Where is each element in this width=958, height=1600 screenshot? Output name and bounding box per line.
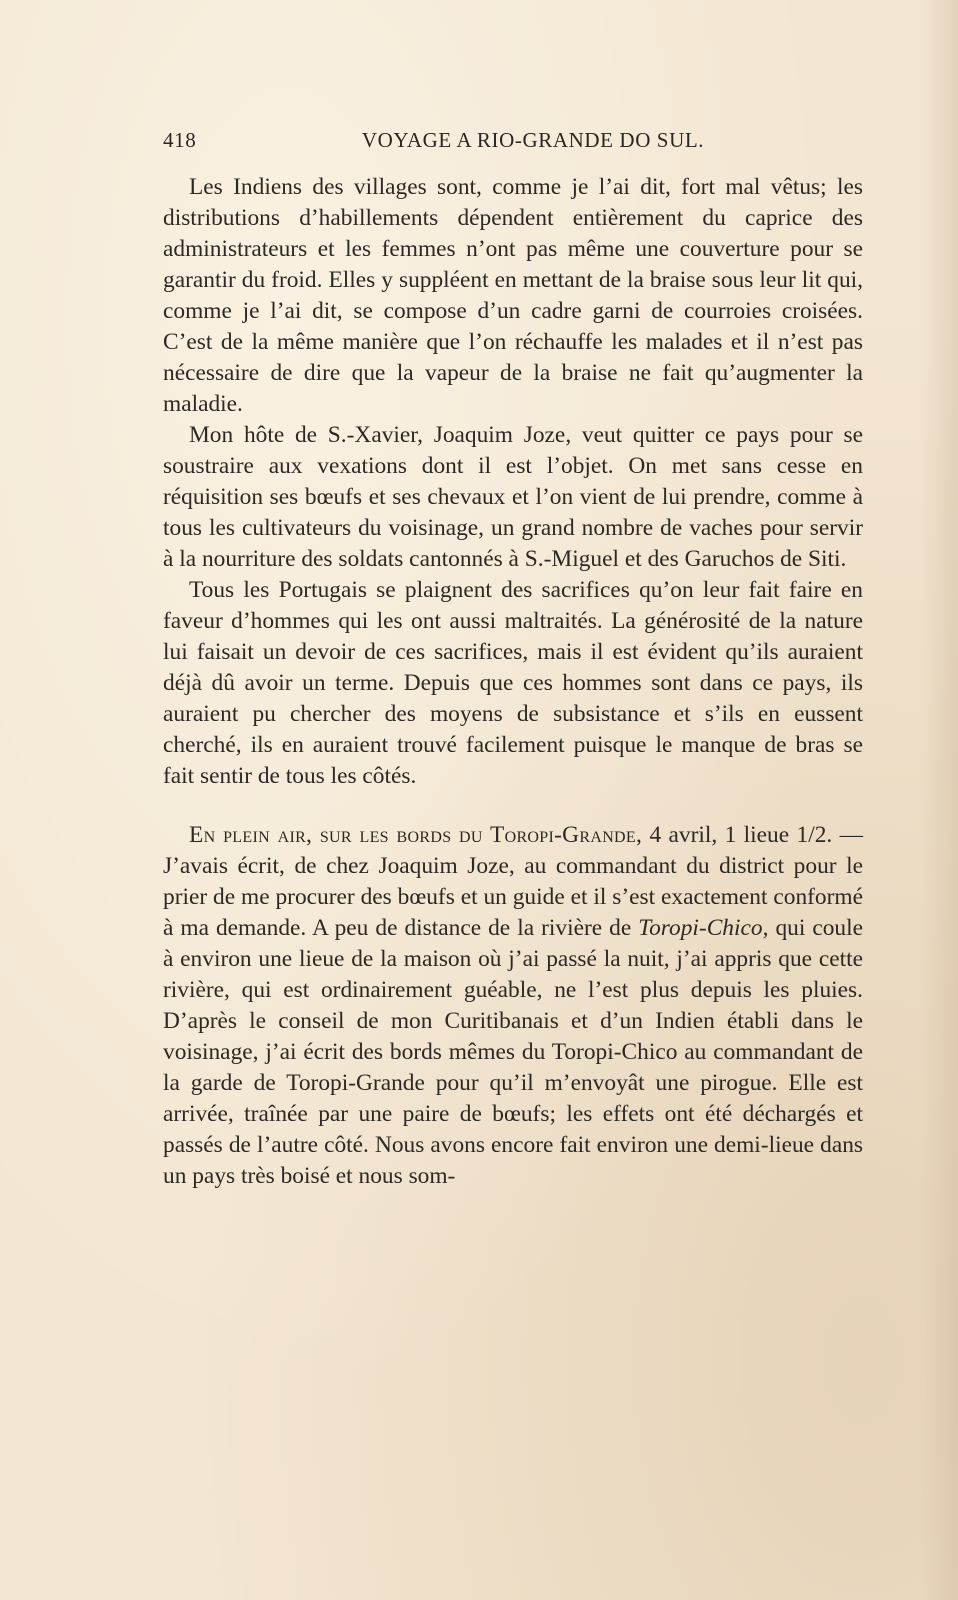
paragraph-1: Les Indiens des villages sont, comme je l’ai dit, fort mal vêtus; les distributions d’habillements dépendent entièrement du caprice des administrateurs et les femmes n’ont pas même une couverture pour se garantir du froid. Elles y suppléent en mettant de la braise sous leur lit qui, comme je l’ai dit, se compose d’un cadre garni de courroies croisées. C’est de la même manière que l’on réchauffe les malades et il n’est pas nécessaire de dire que la vapeur de la braise ne fait qu’augmenter la maladie. (163, 174, 863, 417)
running-title: VOYAGE A RIO-GRANDE DO SUL. (361, 128, 705, 152)
entry-date-text: 4 avril, 1 lieue 1/2. — J’avais écrit, de chez Joaquim Joze, au commandant du district pour le prier de me procurer des bœufs et un guide et il s’est exactement conformé à ma demande. A peu de distance de la rivière de (163, 822, 863, 941)
paragraph-4 (163, 820, 863, 1192)
paragraph-3: Tous les Portugais se plaignent des sacrifices qu’on leur fait faire en faveur d’hommes qui les ont aussi maltraités. La générosité de la nature lui faisait un devoir de ces sacrifices, mais il est évident qu’ils auraient déjà dû avoir un terme. Depuis que ces hommes sont dans ce pays, ils auraient pu chercher des moyens de subsistance et s’ils en eussent cherché, ils en auraient trouvé facilement puisque le manque de bras se fait sentir de tous les côtés. (163, 577, 863, 789)
running-head (163, 118, 863, 158)
page-number: 418 (163, 128, 197, 152)
book-page (163, 118, 863, 1192)
entry-heading: En plein air, sur les bords du Toropi-Grande, (189, 822, 643, 848)
entry-body-text: qui coule à environ une lieue de la maison où j’ai passé la nuit, j’ai appris que cette rivière, qui est ordinairement guéable, ne l’est plus depuis les pluies. D’après le conseil de mon Curitibanais et d’un Indien établi dans le voisinage, j’ai écrit des bords mêmes du Toropi-Chico au commandant de la garde de Toropi-Grande pour qu’il m’envoyât une pirogue. Elle est arrivée, traînée par une paire de bœufs; les effets ont été déchargés et passés de l’autre côté. Nous avons encore fait environ une demi-lieue dans un pays très boisé et nous som- (163, 915, 864, 1189)
paragraph-2: Mon hôte de S.-Xavier, Joaquim Joze, veut quitter ce pays pour se soustraire aux vexations dont il est l’objet. On met sans cesse en réquisition ses bœufs et ses chevaux et l’on vient de lui prendre, comme à tous les cultivateurs du voisinage, un grand nombre de vaches pour servir à la nourriture des soldats cantonnés à S.-Miguel et des Garuchos de Siti. (163, 422, 863, 572)
body-text (163, 172, 863, 1192)
river-name: Toropi-Chico, (638, 915, 769, 941)
